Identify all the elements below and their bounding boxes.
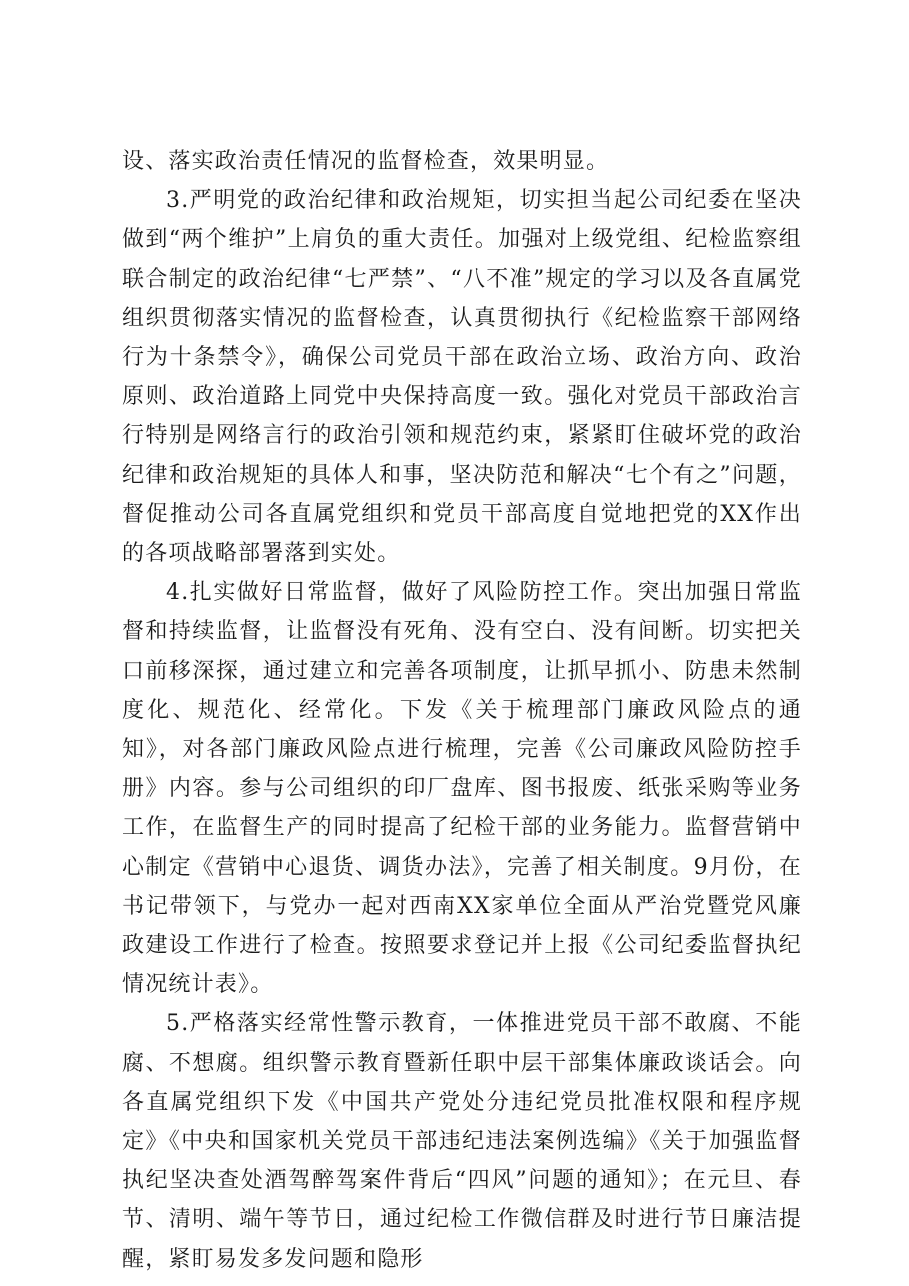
paragraph-continuation: 设、落实政治责任情况的监督检查，效果明显。 bbox=[122, 149, 610, 174]
paragraph-item-4: 4.扎实做好日常监督，做好了风险防控工作。突出加强日常监督和持续监督，让监督没有死角、没有空白、没有间断。切实把关口前移深探，通过建立和完善各项制度，让抓早抓小、防患未然制度化、规范化、经常化。下发《关于梳理部门廉政风险点的通知》，对各部门廉政风险点进行梳理，完善《公司廉政风险防控手册》内容。参与公司组织的印厂盘库、图书报废、纸张采购等业务工作，在监督生产的同时提高了纪检干部的业务能力。监督营销中心制定《营销中心退货、调货办法》，完善了相关制度。9月份，在书记带领下，与党办一起对西南XX家单位全面从严治党暨党风廉政建设工作进行了检查。按照要求登记并上报《公司纪委监督执纪情况统计表》。 bbox=[122, 580, 802, 998]
paragraph-item-5: 5.严格落实经常性警示教育，一体推进党员干部不敢腐、不能腐、不想腐。组织警示教育暨新任职中层干部集体廉政谈话会。向各直属党组织下发《中国共产党处分违纪党员批准权限和程序规定》《中央和国家机关党员干部违纪违法案例选编》《关于加强监督执纪坚决查处酒驾醉驾案件背后“四风”问题的通知》；在元旦、春节、清明、端午等节日，通过纪检工作微信群及时进行节日廉洁提醒，紧盯易发多发问题和隐形 bbox=[122, 1011, 802, 1272]
document-body bbox=[122, 142, 802, 1279]
paragraph-item-3: 3.严明党的政治纪律和政治规矩，切实担当起公司纪委在坚决做到“两个维护”上肩负的重大责任。加强对上级党组、纪检监察组联合制定的政治纪律“七严禁”、“八不准”规定的学习以及各直属党组织贯彻落实情况的监督检查，认真贯彻执行《纪检监察干部网络行为十条禁令》，确保公司党员干部在政治立场、政治方向、政治原则、政治道路上同党中央保持高度一致。强化对党员干部政治言行特别是网络言行的政治引领和规范约束，紧紧盯住破坏党的政治纪律和政治规矩的具体人和事，坚决防范和解决“七个有之”问题，督促推动公司各直属党组织和党员干部高度自觉地把党的XX作出的各项战略部署落到实处。 bbox=[122, 188, 802, 567]
